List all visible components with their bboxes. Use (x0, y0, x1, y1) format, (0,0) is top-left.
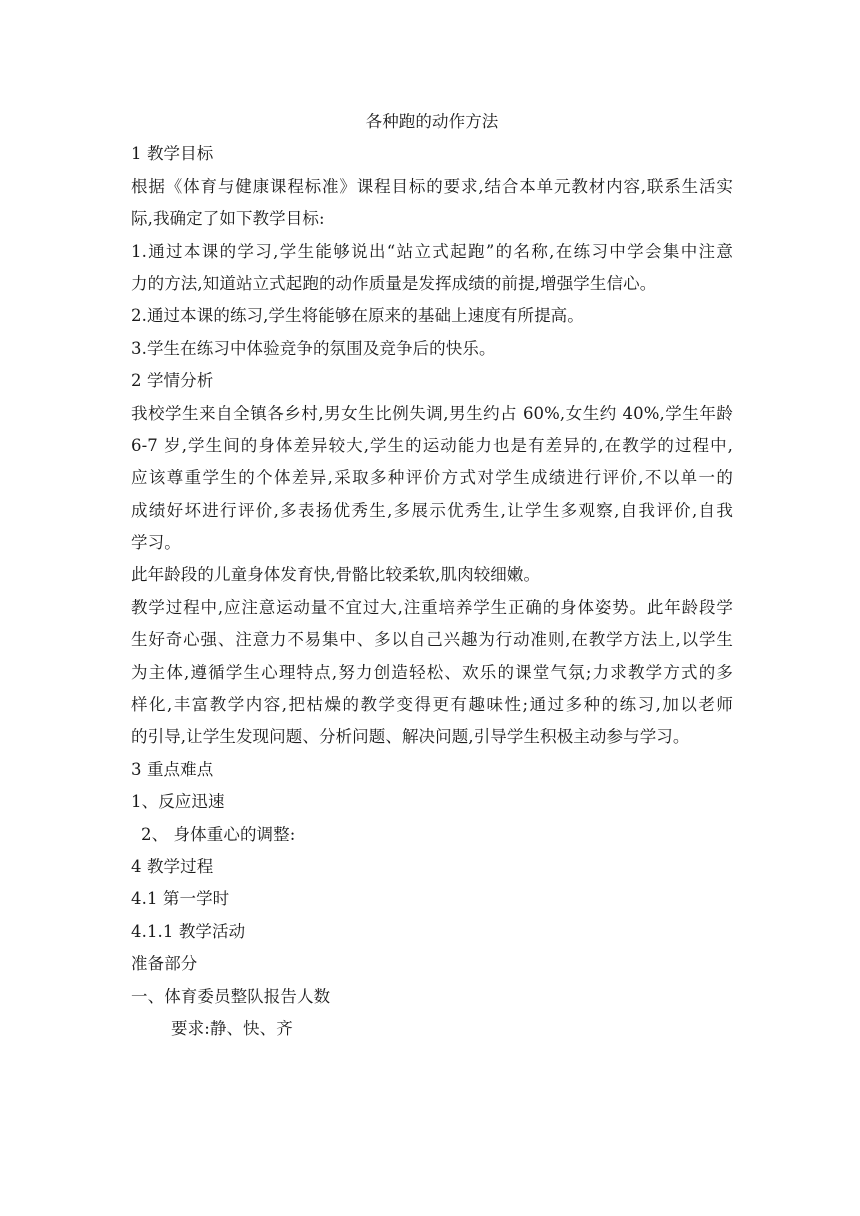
paragraph-line: 我校学生来自全镇各乡村,男女生比例失调,男生约占 60%,女生约 40%,学生年龄 (131, 403, 733, 423)
paragraph-line: 际,我确定了如下教学目标: (131, 209, 325, 229)
document-body (131, 106, 733, 1045)
paragraph-line: 样化,丰富教学内容,把枯燥的教学变得更有趣味性;通过多种的练习,加以老师 (131, 695, 733, 715)
paragraph-line: 力的方法,知道站立式起跑的动作质量是发挥成绩的前提,增强学生信心。 (131, 273, 657, 293)
list-item: 一、体育委员整队报告人数 (131, 986, 331, 1006)
paragraph-line: 应该尊重学生的个体差异,采取多种评价方式对学生成绩进行评价,不以单一的 (131, 468, 733, 488)
subsection-heading: 4.1 第一学时 (131, 889, 230, 909)
objective-item-3: 3.学生在练习中体验竞争的氛围及竞争后的快乐。 (131, 338, 496, 358)
paragraph-line: 根据《体育与健康课程标准》课程目标的要求,结合本单元教材内容,联系生活实 (131, 176, 733, 196)
subsection-heading: 4.1.1 教学活动 (131, 921, 246, 941)
paragraph-line: 6-7 岁,学生间的身体差异较大,学生的运动能力也是有差异的,在教学的过程中, (131, 435, 733, 455)
objective-item-1: 1.通过本课的学习,学生能够说出“站立式起跑”的名称,在练习中学会集中注意 (131, 241, 733, 261)
section-heading-key-points: 3 重点难点 (131, 759, 214, 779)
subsection-label: 准备部分 (131, 954, 198, 974)
paragraph-line: 生好奇心强、注意力不易集中、多以自己兴趣为行动准则,在教学方法上,以学生 (131, 630, 733, 650)
objective-item-2: 2.通过本课的练习,学生将能够在原来的基础上速度有所提高。 (131, 306, 584, 326)
paragraph-line: 学习。 (131, 533, 181, 553)
paragraph-line: 此年龄段的儿童身体发育快,骨骼比较柔软,肌肉较细嫩。 (131, 565, 541, 585)
paragraph-line: 的引导,让学生发现问题、分析问题、解决问题,引导学生积极主动参与学习。 (131, 727, 690, 747)
section-heading-analysis: 2 学情分析 (131, 371, 214, 391)
paragraph-line: 为主体,遵循学生心理特点,努力创造轻松、欢乐的课堂气氛;力求教学方式的多 (131, 662, 733, 682)
key-point-item-1: 1、反应迅速 (131, 792, 225, 812)
requirement-line: 要求:静、快、齐 (171, 1018, 293, 1038)
section-heading-objectives: 1 教学目标 (131, 144, 214, 164)
paragraph-line: 教学过程中,应注意运动量不宜过大,注重培养学生正确的身体姿势。此年龄段学 (131, 597, 733, 617)
key-point-item-2: 2、 身体重心的调整: (141, 824, 296, 844)
document-title: 各种跑的动作方法 (365, 112, 499, 131)
paragraph-line: 成绩好坏进行评价,多表扬优秀生,多展示优秀生,让学生多观察,自我评价,自我 (131, 500, 733, 520)
section-heading-process: 4 教学过程 (131, 856, 214, 876)
